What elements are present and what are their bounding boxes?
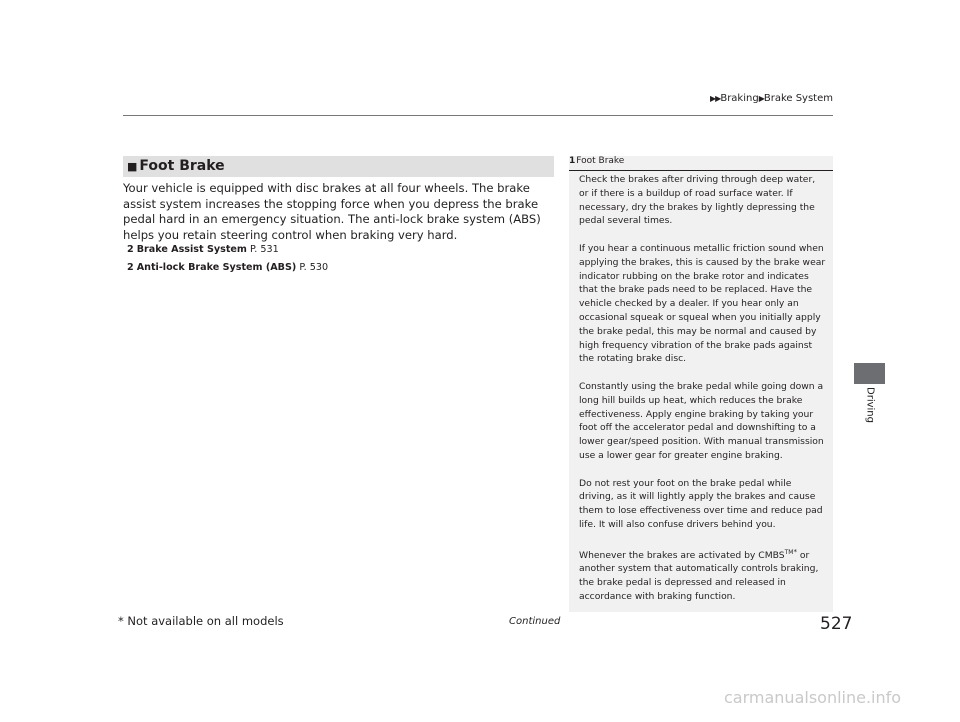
footnote: * Not available on all models: [118, 614, 284, 628]
note-marker-icon: 1: [569, 156, 576, 166]
reference-arrow-icon: 2: [127, 262, 134, 273]
section-title: [127, 158, 225, 174]
sidebar-paragraph-start: Whenever the brakes are activated by CMBS: [579, 549, 785, 561]
chapter-label: Driving: [864, 387, 876, 423]
reference-label: Anti-lock Brake System (ABS): [136, 262, 297, 273]
cross-reference-link[interactable]: [127, 262, 328, 273]
breadcrumb-item-braking: Braking: [720, 93, 759, 104]
header-rule: [123, 115, 833, 116]
reference-label: Brake Assist System: [136, 244, 247, 255]
chapter-tab: [854, 363, 885, 384]
sidebar-paragraph: Constantly using the brake pedal while going down a long hill builds up heat, which reduces the brake effectiveness. Apply engine braking by taking your foot off the accelerator pedal and downshifting to a lower gear/speed position. With manual transmission use a lower gear for greater engine braking.: [579, 380, 824, 461]
trademark-mark: TM: [784, 548, 794, 556]
section-body-text: Your vehicle is equipped with disc brakes at all four wheels. The brake assist system increases the stopping force when you depress the brake pedal hard in an emergency situation. The anti-lock brake system (ABS) helps you retain steering control when braking very hard.: [123, 181, 541, 242]
reference-arrow-icon: 2: [127, 244, 134, 255]
reference-page: P. 531: [249, 244, 279, 255]
cross-reference-link[interactable]: [127, 244, 279, 255]
sidebar-heading: [569, 156, 833, 171]
sidebar-paragraph: [579, 546, 827, 604]
double-arrow-icon: ▶▶: [710, 94, 721, 103]
sidebar-heading-text: Foot Brake: [576, 156, 625, 166]
page-number: 527: [820, 614, 853, 634]
breadcrumb-item-brake-system: Brake System: [763, 93, 833, 104]
sidebar-paragraph: Do not rest your foot on the brake pedal while driving, as it will lightly apply the brakes and cause them to lose effectiveness over time and reduce pad life. It will also confuse drivers behind you.: [579, 477, 823, 530]
sidebar-paragraph-end: or another system that automatically controls braking, the brake pedal is depressed and released in accordance with braking function.: [579, 549, 819, 602]
arrow-icon: ▶: [758, 94, 764, 103]
sidebar-paragraph: If you hear a continuous metallic friction sound when applying the brakes, this is caused by the brake wear indicator rubbing on the brake rotor and indicates that the brake pads need to be replaced. Have the vehicle checked by a dealer. If you hear only an occasional squeak or squeal when you initially apply the brake pedal, this may be normal and caused by high frequency vibration of the brake pads against the rotating brake disc.: [579, 242, 826, 365]
sidebar-note-text: [579, 173, 827, 618]
square-bullet-icon: ■: [127, 160, 138, 173]
watermark: carmanualsonline.info: [724, 688, 902, 707]
breadcrumb: [700, 93, 833, 104]
footnote-star: *: [793, 547, 797, 556]
reference-page: P. 530: [299, 262, 329, 273]
sidebar-paragraph: Check the brakes after driving through deep water, or if there is a buildup of road surface water. If necessary, dry the brakes by lightly depressing the pedal several times.: [579, 174, 816, 227]
section-title-text: Foot Brake: [139, 158, 225, 174]
continued-label: Continued: [509, 616, 561, 627]
